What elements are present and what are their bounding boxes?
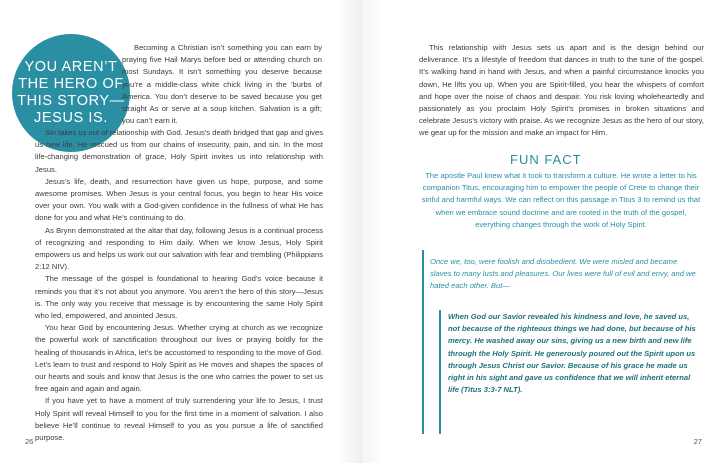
body-paragraph: The message of the gospel is foundational to hearing God’s voice because it reminds you that it’s not about you anymore. You aren’t the hero of this story—Jesus is. The only way you receive that message is by encountering the same Holy Spirit who led, empowered, and anointed Jesus. xyxy=(35,274,323,321)
body-paragraph: You hear God by encountering Jesus. Whether crying at church as we recognize the powerful work of sanctification throughout our lives or praying boldly for the healing of thousands in Africa, let’s be accustomed to responding to the move of God. Let’s learn to trust and respond to Holy Spirit as He moves and shapes the spaces of our hearts and souls and know that Jesus is the one who carries the power to set us free again and again and again. xyxy=(35,323,323,394)
scripture-intro-text: Once we, too, were foolish and disobedient. We were misled and became slaves to many lusts and pleasures. Our lives were full of evil and envy, and we hated each other. But— xyxy=(430,257,696,291)
quote-rule-inner xyxy=(439,310,441,434)
pull-quote-line: JESUS IS. xyxy=(34,110,108,126)
scripture-emphasis-text: When God our Savior revealed his kindness and love, he saved us, not because of the righteous things we had done, but because of his mercy. He washed away our sins, giving us a new birth and new life through the Holy Spirit. He generously poured out the Spirit upon us through Jesus Christ our Savior. Because of his grace he made us right in his sight and gave us confidence that we will inherit eternal life (Titus 3:3-7 NLT). xyxy=(448,312,696,395)
wrapped-paragraph-column xyxy=(122,42,322,127)
pull-quote-text xyxy=(17,59,125,127)
fun-fact-heading: FUN FACT xyxy=(510,152,582,167)
scripture-quote xyxy=(422,250,708,438)
intro-paragraph-column xyxy=(419,42,704,140)
scripture-emphasis xyxy=(448,311,702,396)
scripture-intro xyxy=(430,256,700,293)
pull-quote-line: THE HERO OF xyxy=(18,76,124,92)
pull-quote-line: THIS STORY— xyxy=(17,93,125,109)
body-paragraph: If you have yet to have a moment of truly surrendering your life to Jesus, I trust Holy Spirit will reveal Himself to you for the first time in a moment of salvation. I also believe He’ll continue to reveal Himself to you as you pursue a life of sanctified purpose. xyxy=(35,396,323,443)
page-number-right: 27 xyxy=(693,437,702,446)
pull-quote-line: YOU AREN’T xyxy=(24,59,118,75)
body-paragraph: As Brynn demonstrated at the altar that day, following Jesus is a continual process of recognizing and responding to Him daily. When we know Jesus, Holy Spirit empowers us and helps us work out our salvation with fear and trembling (Philippians 2:12 NIV). xyxy=(35,225,323,272)
body-paragraph: This relationship with Jesus sets us apart and is the design behind our deliverance. It’s a lifestyle of freedom that dances in truth to the tune of the gospel. It’s walking hand in hand with Jesus, and when a painful circumstance knocks you down, He lifts you up. When you are Spirit-filled, you hear the whispers of comfort and hope over the noise of chaos and despair. You risk loving wholeheartedly and passionately as you proclaim Holy Spirit’s promises in broken situations and celebrate Jesus’s victory with praise. As we recognize Jesus as the hero of our story, we gear up for the mission and make an impact for Him. xyxy=(419,43,704,138)
fun-fact-paragraph: The apostle Paul knew what it took to transform a culture. He wrote a letter to his companion Titus, encouraging him to empower the people of Crete to change their sinful and harmful ways. We can reflect on this passage in Titus 3 to remind us that when we embrace sound doctrine and are rooted in the truth of the gospel, everything changes through the work of Holy Spirit. xyxy=(421,171,701,229)
body-paragraph: Becoming a Christian isn’t something you can earn by praying five Hail Marys before bed or attending church on most Sundays. It isn’t something you deserve because you’re a middle-class white chick living in the ’burbs of America. You don’t deserve to be saved because you get straight As or serve at a soup kitchen. Salvation is a gift; you can’t earn it. xyxy=(122,43,322,126)
body-paragraph: Sin takes us out of relationship with God. Jesus’s death bridged that gap and gives us new life. He rescued us from our chains of insecurity, pain, and sin. In the most life-changing demonstration of grace, Holy Spirit invites us into relationship with Jesus. xyxy=(35,128,323,174)
quote-rule-outer xyxy=(422,250,424,434)
fun-fact-text xyxy=(420,170,702,231)
page-number-left: 26 xyxy=(25,437,34,446)
right-page xyxy=(360,0,720,463)
body-paragraph: Jesus’s life, death, and resurrection have given us hope, purpose, and some awesome promises. When Jesus is your central focus, you begin to hear His voice over your own. You walk with a God-given confidence in the fullness of what He has done for you and what He’s continuing to do. xyxy=(35,176,323,223)
body-text-column xyxy=(35,127,323,444)
